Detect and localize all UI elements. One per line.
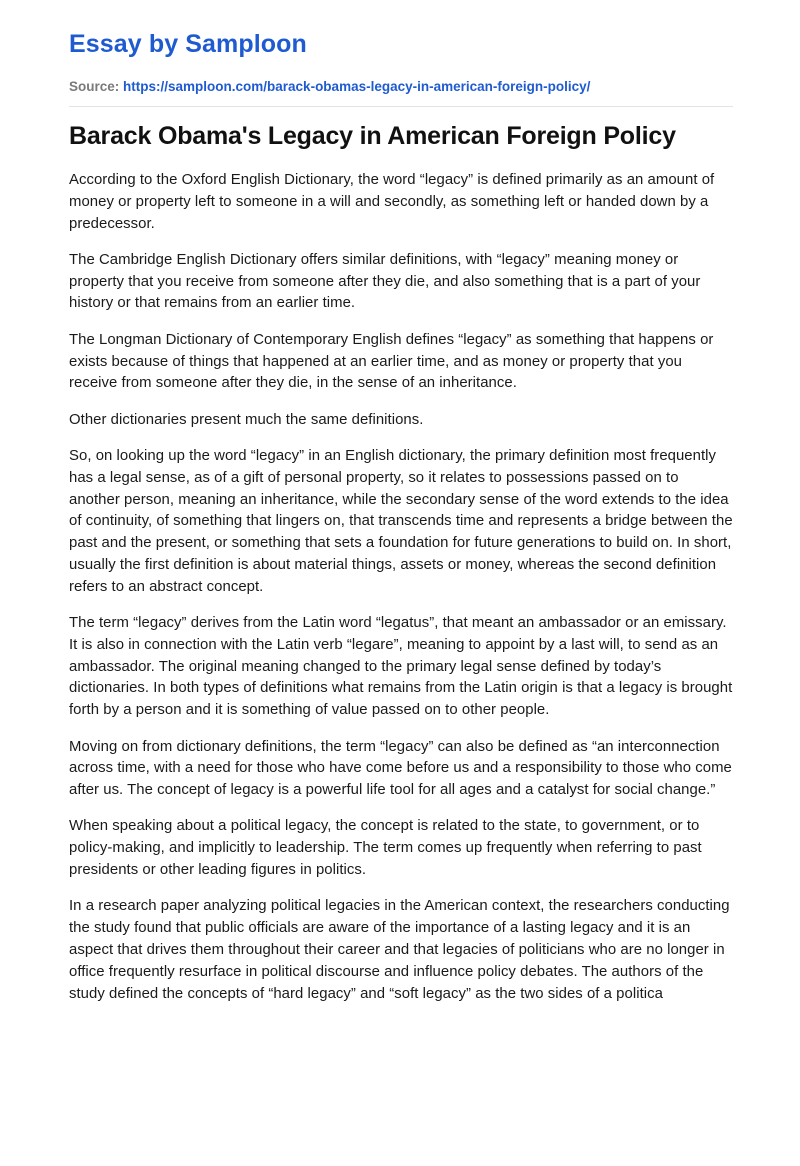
source-line: [69, 78, 733, 96]
article-body: [69, 170, 733, 1005]
site-brand[interactable]: Essay by Samploon: [69, 30, 307, 58]
paragraph: According to the Oxford English Dictionary, the word “legacy” is defined primarily as an amount of money or property left to someone in a will and secondly, as something left or handed down by a predecessor.: [69, 172, 715, 232]
paragraph: Other dictionaries present much the same definitions.: [69, 411, 424, 428]
paragraph: So, on looking up the word “legacy” in an English dictionary, the primary definition most frequently has a legal sense, as of a gift of personal property, so it relates to possessions passed on to another person, meaning an inheritance, while the secondary sense of the word extends to the idea of continuity, of something that lingers on, that transcends time and represents a bridge between the past and the present, or something that sets a foundation for future generations to build on. In short, usually the first definition is about material things, assets or money, whereas the second definition refers to an abstract concept.: [69, 447, 733, 595]
essay-page: [69, 0, 733, 1020]
paragraph: The Cambridge English Dictionary offers similar definitions, with “legacy” meaning money or property that you receive from someone after they die, and also something that is a part of your history or that remains from an earlier time.: [69, 251, 701, 312]
paragraph: Moving on from dictionary definitions, the term “legacy” can also be defined as “an interconnection across time, with a need for those who have come before us and a responsibility to those who come after us. The concept of legacy is a powerful life tool for all ages and a catalyst for social change.”: [69, 738, 732, 799]
paragraph: In a research paper analyzing political legacies in the American context, the researchers conducting the study found that public officials are aware of the importance of a lasting legacy and it is an aspect that drives them throughout their career and that legacies of politicians who are no longer in office frequently resurface in political discourse and influence policy debates. The authors of the study defined the concepts of “hard legacy” and “soft legacy” as the two sides of a politica: [69, 898, 730, 1002]
source-label: Source:: [69, 79, 120, 94]
page-title: Barack Obama's Legacy in American Foreign Policy: [69, 122, 676, 150]
source-link[interactable]: https://samploon.com/barack-obamas-legacy-in-american-foreign-policy/: [123, 79, 591, 94]
paragraph: The Longman Dictionary of Contemporary English defines “legacy” as something that happens or exists because of things that happened at an earlier time, and as money or property that you receive from someone after they die, in the sense of an inheritance.: [69, 331, 714, 392]
paragraph: When speaking about a political legacy, the concept is related to the state, to government, or to policy-making, and implicitly to leadership. The term comes up frequently when referring to past presidents or other leading figures in politics.: [69, 818, 702, 879]
paragraph: The term “legacy” derives from the Latin word “legatus”, that meant an ambassador or an emissary. It is also in connection with the Latin verb “legare”, meaning to appoint by a last will, to send as an ambassador. The original meaning changed to the primary legal sense defined by today’s dictionaries. In both types of definitions what remains from the Latin origin is that a legacy is brought forth by a person and it is something of value passed on to other people.: [69, 615, 733, 719]
header-divider: [69, 106, 733, 107]
